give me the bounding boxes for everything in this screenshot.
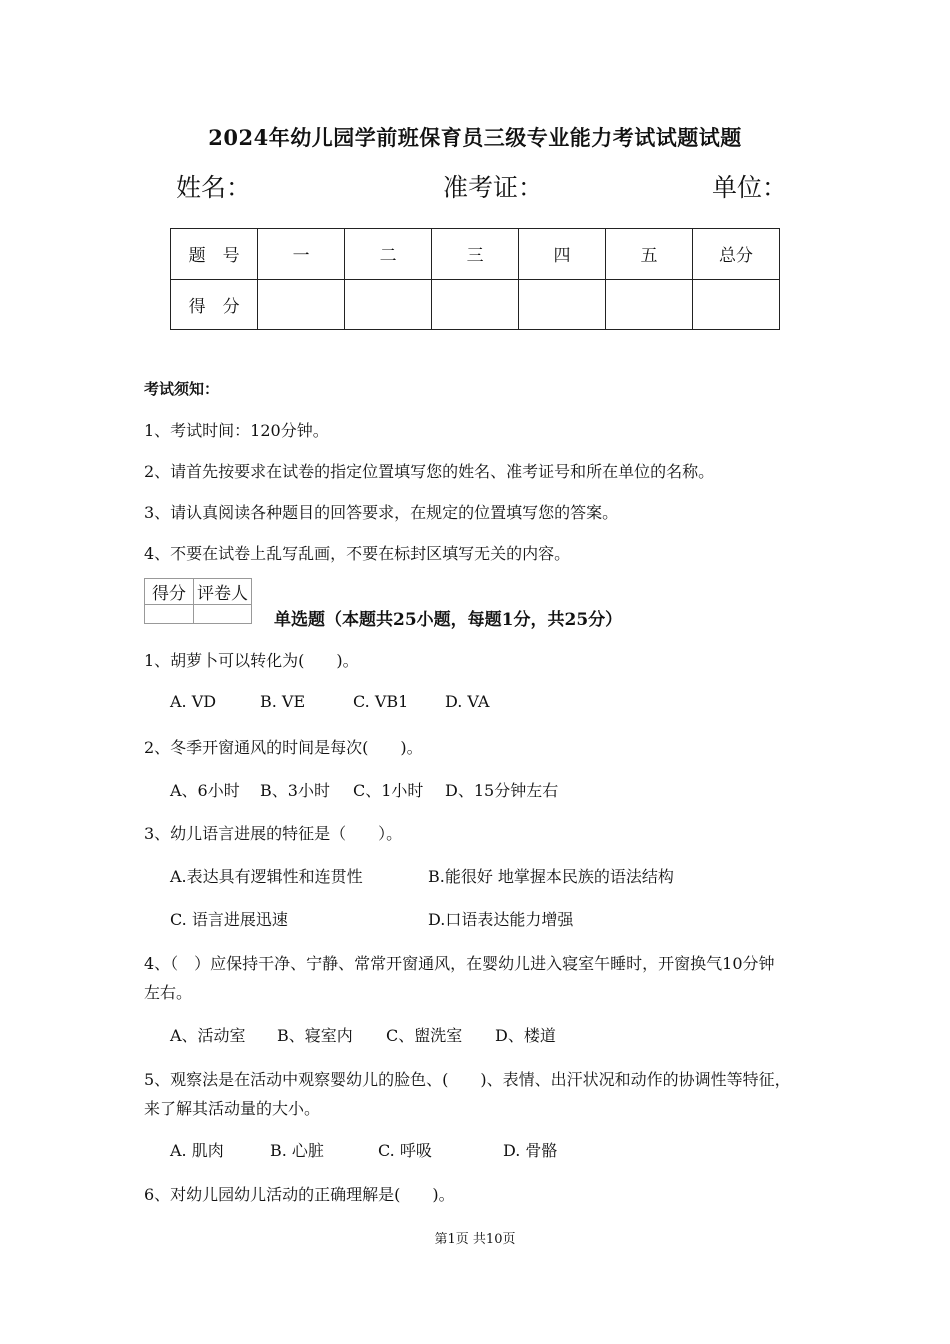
- question-stem-continued: 来了解其活动量的大小。: [144, 1099, 321, 1118]
- score-table-cell: 总分: [692, 229, 779, 280]
- exam-title: 2024年幼儿园学前班保育员三级专业能力考试试题试题: [208, 125, 742, 150]
- question-option[interactable]: A. 肌肉: [170, 1141, 224, 1160]
- question-option[interactable]: D、15分钟左右: [445, 781, 559, 800]
- question-stem: 4、（ ）应保持干净、宁静、常常开窗通风，在婴幼儿进入寝室午睡时，开窗换气10分钟: [144, 954, 775, 973]
- score-table-cell: 题 号: [171, 229, 258, 280]
- notice-heading: 考试须知：: [144, 380, 220, 398]
- score-table-cell: 四: [519, 229, 606, 280]
- grader-name-label: 评卷人: [194, 579, 252, 605]
- score-table-header-row: [171, 229, 780, 280]
- question-option[interactable]: B、3小时: [260, 781, 330, 800]
- question-option[interactable]: C. VB1: [353, 692, 409, 711]
- question-option[interactable]: C、盥洗室: [386, 1026, 463, 1045]
- question-option[interactable]: A.表达具有逻辑性和连贯性: [170, 867, 363, 886]
- question-option[interactable]: D.口语表达能力增强: [428, 910, 574, 929]
- grader-name-entry[interactable]: [194, 605, 252, 624]
- notice-item: 3、请认真阅读各种题目的回答要求，在规定的位置填写您的答案。: [144, 503, 619, 522]
- score-entry-cell[interactable]: [345, 279, 432, 330]
- score-entry-cell[interactable]: [258, 279, 345, 330]
- score-entry-cell[interactable]: [692, 279, 779, 330]
- question-stem: 2、冬季开窗通风的时间是每次( )。: [144, 738, 423, 757]
- question-stem: 1、胡萝卜可以转化为( )。: [144, 651, 359, 670]
- score-table-cell: 三: [432, 229, 519, 280]
- exam-id-field-label: 准考证：: [443, 173, 544, 202]
- score-table-cell: 五: [606, 229, 693, 280]
- section-title: 单选题（本题共25小题，每题1分，共25分）: [274, 610, 623, 630]
- grader-box: [144, 578, 252, 624]
- notice-item: 4、不要在试卷上乱写乱画，不要在标封区填写无关的内容。: [144, 544, 571, 563]
- question-option[interactable]: D. VA: [445, 692, 490, 711]
- unit-field-label: 单位：: [712, 173, 788, 202]
- score-table-cell: 二: [345, 229, 432, 280]
- question-option[interactable]: C. 语言进展迅速: [170, 910, 288, 929]
- question-option[interactable]: A、活动室: [170, 1026, 246, 1045]
- notice-item: 1、考试时间：120分钟。: [144, 421, 329, 440]
- score-table-score-row: [171, 279, 780, 330]
- grader-score-label: 得分: [145, 579, 194, 605]
- notice-item: 2、请首先按要求在试卷的指定位置填写您的姓名、准考证号和所在单位的名称。: [144, 462, 715, 481]
- score-entry-cell[interactable]: [432, 279, 519, 330]
- score-table: [170, 228, 780, 330]
- score-table-cell: 得 分: [171, 279, 258, 330]
- question-stem: 3、幼儿语言进展的特征是（ ）。: [144, 824, 403, 843]
- question-option[interactable]: A、6小时: [170, 781, 240, 800]
- question-option[interactable]: C、1小时: [353, 781, 424, 800]
- question-option[interactable]: B、寝室内: [277, 1026, 353, 1045]
- question-option[interactable]: B. 心脏: [270, 1141, 324, 1160]
- question-option[interactable]: A. VD: [170, 692, 217, 711]
- score-entry-cell[interactable]: [606, 279, 693, 330]
- question-stem: 5、观察法是在活动中观察婴幼儿的脸色、( )、表情、出汗状况和动作的协调性等特征，: [144, 1070, 791, 1089]
- question-stem: 6、对幼儿园幼儿活动的正确理解是( )。: [144, 1185, 455, 1204]
- question-option[interactable]: B. VE: [260, 692, 306, 711]
- score-table-cell: 一: [258, 229, 345, 280]
- name-field-label: 姓名：: [176, 173, 252, 202]
- grader-score-entry[interactable]: [145, 605, 194, 624]
- question-option[interactable]: D. 骨骼: [503, 1141, 558, 1160]
- question-stem-continued: 左右。: [144, 983, 193, 1002]
- score-entry-cell[interactable]: [519, 279, 606, 330]
- question-option[interactable]: D、楼道: [495, 1026, 556, 1045]
- question-option[interactable]: B.能很好 地掌握本民族的语法结构: [428, 867, 674, 886]
- page-footer: 第1页 共10页: [434, 1232, 516, 1247]
- question-option[interactable]: C. 呼吸: [378, 1141, 432, 1160]
